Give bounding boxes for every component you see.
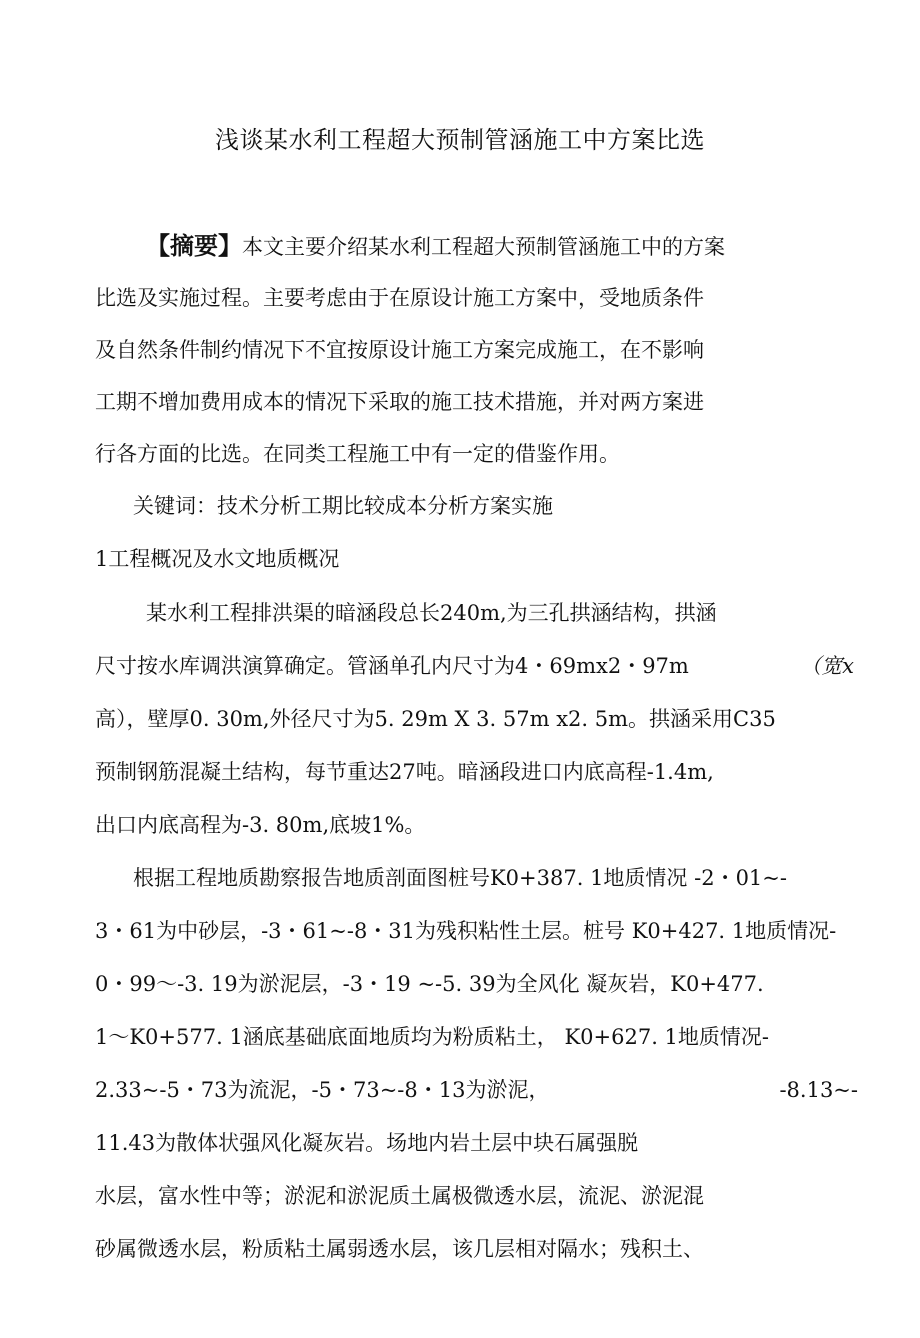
abstract-line-2: 比选及实施过程。主要考虑由于在原设计施工方案中，受地质条件	[95, 286, 704, 310]
para1-line-2: 尺寸按水库调洪演算确定。管涵单孔内尺寸为4・69mx2・97m	[95, 654, 689, 678]
para1-line-1: 某水利工程排洪渠的暗涵段总长240m,为三孔拱涵结构，拱涵	[146, 601, 717, 625]
para2-line-7: 水层，富水性中等；淤泥和淤泥质土属极微透水层，流泥、淤泥混	[95, 1184, 704, 1208]
para2-line-2: 3・61为中砂层，-3・61~-8・31为残积粘性土层。桩号 K0+427. 1地质情况-	[95, 919, 837, 943]
abstract-text-1: 本文主要介绍某水利工程超大预制管涵施工中的方案	[242, 235, 725, 259]
para2-line-3: 0・99～-3. 19为淤泥层，-3・19 ~-5. 39为全风化 凝灰岩，K0+477.	[95, 972, 764, 996]
para2-line-1: 根据工程地质勘察报告地质剖面图桩号K0+387. 1地质情况 -2・01~-	[133, 866, 787, 890]
abstract-line-5: 行各方面的比选。在同类工程施工中有一定的借鉴作用。	[95, 442, 620, 466]
para1-line-4: 预制钢筋混凝土结构，每节重达27吨。暗涵段进口内底高程-1.4m,	[95, 760, 714, 784]
abstract-line-4: 工期不增加费用成本的情况下采取的施工技术措施，并对两方案进	[95, 390, 704, 414]
document-title: 浅谈某水利工程超大预制管涵施工中方案比选	[215, 126, 705, 154]
para2-line-5-right: -8.13~-	[779, 1078, 858, 1102]
keywords: 关键词：技术分析工期比较成本分析方案实施	[133, 494, 553, 518]
para1-line-5: 出口内底高程为-3. 80m,底坡1%。	[95, 813, 426, 837]
para2-line-5: 2.33~-5・73为流泥，-5・73~-8・13为淤泥，	[95, 1078, 550, 1102]
para1-line-2-right: （宽x	[800, 654, 854, 678]
para2-line-4: 1～K0+577. 1涵底基础底面地质均为粉质粘土， K0+627. 1地质情况-	[95, 1025, 770, 1049]
para1-line-3: 高），壁厚0. 30m,外径尺寸为5. 29m X 3. 57m x2. 5m。拱涵采用C35	[95, 707, 776, 731]
section-heading: 1工程概况及水文地质概况	[95, 547, 340, 571]
abstract-line-3: 及自然条件制约情况下不宜按原设计施工方案完成施工，在不影响	[95, 338, 704, 362]
para2-line-6: 11.43为散体状强风化凝灰岩。场地内岩土层中块石属强脱	[95, 1131, 639, 1155]
para2-line-8: 砂属微透水层，粉质粘土属弱透水层，该几层相对隔水；残积土、	[95, 1237, 704, 1261]
abstract-label: 【摘要】	[146, 232, 242, 260]
abstract-line-1	[146, 232, 725, 261]
